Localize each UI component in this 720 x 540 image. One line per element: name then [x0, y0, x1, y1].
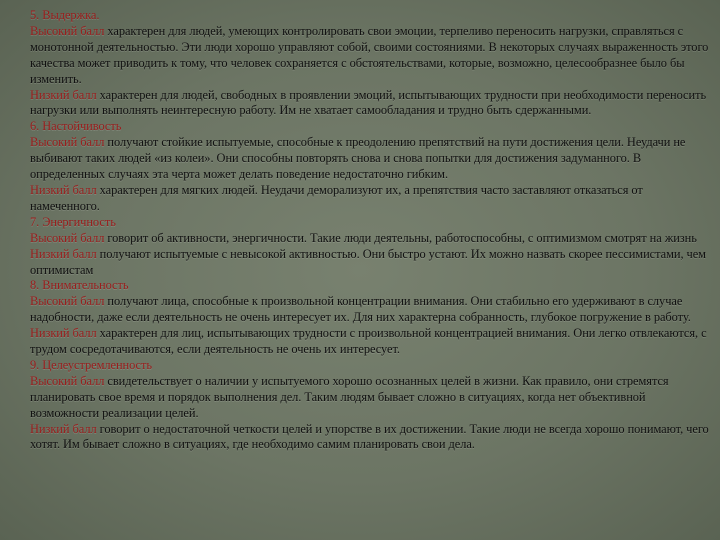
paragraph	[30, 88, 710, 120]
paragraph-text: характерен для людей, умеющих контролировать свои эмоции, терпеливо переносить нагрузки, справляться с монотонной деятельностью. Эти люди хорошо управляют собой, своими состояниями. В некоторых случаях выраженность этого качества может приводить к тому, что человек сохраняется с обстоятельствами, которые, возможно, целесообразнее было бы изменить.	[30, 23, 709, 86]
paragraph	[30, 183, 710, 215]
paragraph	[30, 135, 710, 183]
paragraph	[30, 374, 710, 422]
paragraph-text: получают испытуемые с невысокой активностью. Они быстро устают. Их можно назвать скорее пессимистами, чем оптимистам	[30, 246, 706, 277]
paragraph-text: говорит об активности, энергичности. Такие люди деятельны, работоспособны, с оптимизмом смотрят на жизнь	[104, 230, 697, 245]
score-label: Высокий балл	[30, 230, 105, 245]
section-heading: 6. Настойчивость	[30, 119, 122, 134]
score-label: Низкий балл	[30, 87, 97, 102]
paragraph-text: получают лица, способные к произвольной концентрации внимания. Они стабильно его удерживают в случае надобности, даже если деятельность не очень интересует их. Для них характерна собранность, глубокое погружение в работу.	[30, 294, 691, 325]
paragraph-text: получают стойкие испытуемые, способные к преодолению препятствий на пути достижения цели. Неудачи не выбивают таких людей «из колеи». Они способны повторять снова и снова попытки для достижения задуманного. В определенных случаях эта черта может делать поведение недостаточно гибким.	[30, 135, 686, 182]
section-heading: 7. Энергичность	[30, 214, 116, 229]
paragraph	[30, 422, 710, 454]
score-label: Низкий балл	[30, 421, 97, 436]
score-label: Высокий балл	[30, 294, 105, 309]
section-heading: 9. Целеустремленность	[30, 357, 152, 372]
paragraph-text: говорит о недостаточной четкости целей и упорстве в их достижении. Такие люди не всегда хорошо понимают, чего хотят. Им бывает сложно в ситуациях, где необходимо самим планировать свои дела.	[30, 421, 709, 452]
text-body	[30, 8, 710, 453]
score-label: Высокий балл	[30, 373, 105, 388]
paragraph-text: свидетельствует о наличии у испытуемого хорошо осознанных целей в жизни. Как правило, они стремятся планировать свое время и порядок выполнения дел. Таким людям бывает сложно в ситуациях, когда нет объективной возможности реализации целей.	[30, 373, 669, 420]
section-heading: 5. Выдержка.	[30, 8, 100, 22]
paragraph	[30, 24, 710, 88]
score-label: Низкий балл	[30, 326, 97, 341]
paragraph	[30, 294, 710, 326]
score-label: Низкий балл	[30, 246, 97, 261]
score-label: Высокий балл	[30, 135, 105, 150]
section-heading: 8. Внимательность	[30, 278, 129, 293]
paragraph-text: характерен для мягких людей. Неудачи деморализуют их, а препятствия часто заставляют отказаться от намеченного.	[30, 182, 643, 213]
paragraph	[30, 231, 710, 247]
paragraph	[30, 247, 710, 279]
score-label: Высокий балл	[30, 23, 105, 38]
paragraph-text: характерен для людей, свободных в проявлении эмоций, испытывающих трудности при необходимости переносить нагрузки или выполнять неинтересную работу. Им не хватает самообладания и трудно быть сдержанными.	[30, 87, 707, 118]
score-label: Низкий балл	[30, 182, 97, 197]
paragraph-text: характерен для лиц, испытывающих трудности с произвольной концентрацией внимания. Они легко отвлекаются, с трудом сосредотачиваются, если деятельность не очень их интересует.	[30, 326, 707, 357]
paragraph	[30, 326, 710, 358]
